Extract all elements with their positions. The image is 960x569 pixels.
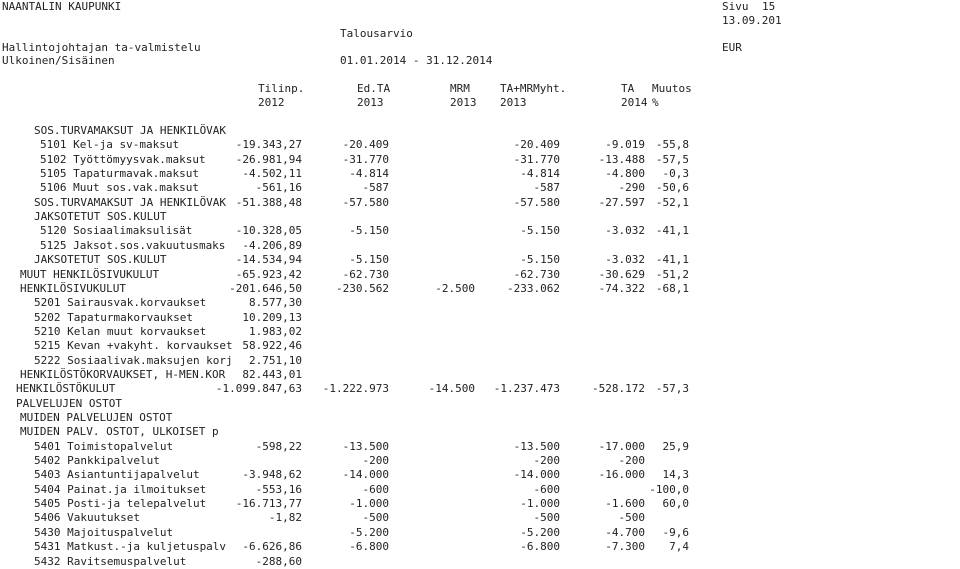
report-title: Talousarvio: [340, 27, 413, 40]
cell-tilinp: -6.626,86: [242, 540, 302, 554]
cell-tamrm: -31.770: [513, 152, 560, 166]
cell-ta: -30.629: [598, 267, 645, 281]
row-label: 5404 Painat.ja ilmoitukset: [34, 482, 207, 496]
row-label: 5406 Vakuutukset: [34, 511, 140, 525]
cell-ta: -16.000: [598, 468, 645, 482]
row-label: 5210 Kelan muut korvaukset: [34, 324, 207, 338]
row-label: 5222 Sosiaalivak.maksujen korj: [34, 353, 233, 367]
cell-tamrm: -5.150: [520, 253, 560, 267]
col-header-mrm: MRM: [450, 82, 470, 95]
cell-ta: -4.800: [605, 167, 645, 181]
cell-tilinp: -14.534,94: [235, 253, 302, 267]
cell-ta: -3.032: [605, 253, 645, 267]
cell-ta: -17.000: [598, 439, 645, 453]
cell-tilinp: -16.713,77: [235, 497, 302, 511]
cell-edta: -62.730: [342, 267, 389, 281]
cell-tamrm: -500: [533, 511, 560, 525]
cell-ta: -7.300: [605, 540, 645, 554]
cell-tilinp: -1.099.847,63: [215, 382, 302, 396]
row-label: JAKSOTETUT SOS.KULUT: [34, 253, 167, 267]
cell-muutos: 14,3: [662, 468, 689, 482]
cell-tamrm: -57.580: [513, 195, 560, 209]
row-label: 5432 Ravitsemuspalvelut: [34, 554, 187, 568]
cell-muutos: 60,0: [662, 497, 689, 511]
cell-edta: -6.800: [349, 540, 389, 554]
col-header-mrm-year: 2013: [450, 96, 477, 109]
cell-ta: -13.488: [598, 152, 645, 166]
cell-edta: -200: [362, 454, 389, 468]
cell-edta: -31.770: [342, 152, 389, 166]
cell-tilinp: -26.981,94: [235, 152, 302, 166]
report-date: 13.09.201: [722, 14, 782, 27]
cell-tilinp: -288,60: [255, 554, 302, 568]
row-label: 5431 Matkust.-ja kuljetuspalv: [34, 540, 227, 554]
row-label: MUUT HENKILÖSIVUKULUT: [20, 267, 160, 281]
cell-muutos: -57,5: [655, 152, 689, 166]
cell-tamrm: -587: [533, 181, 560, 195]
cell-tilinp: 2.751,10: [249, 353, 302, 367]
cell-tamrm: -20.409: [513, 138, 560, 152]
cell-tamrm: -1.237.473: [493, 382, 560, 396]
organization-name: NAANTALIN KAUPUNKI: [2, 0, 122, 13]
cell-tilinp: -3.948,62: [242, 468, 302, 482]
row-label: 5215 Kevan +vakyht. korvaukset: [34, 339, 233, 353]
cell-muutos: 7,4: [669, 540, 689, 554]
cell-tilinp: 82.443,01: [242, 367, 302, 381]
cell-muutos: 25,9: [662, 439, 689, 453]
row-label: MUIDEN PALVELUJEN OSTOT: [20, 411, 173, 424]
col-header-muutos: Muutos: [652, 82, 692, 95]
cell-tamrm: -5.200: [520, 525, 560, 539]
row-label: HENKILÖSTÖKORVAUKSET, H-MEN.KOR: [20, 367, 226, 381]
row-label: HENKILÖSIVUKULUT: [20, 281, 126, 295]
cell-tilinp: 10.209,13: [242, 310, 302, 324]
cell-edta: -14.000: [342, 468, 389, 482]
cell-ta: -528.172: [592, 382, 645, 396]
cell-edta: -500: [362, 511, 389, 525]
cell-ta: -1.600: [605, 497, 645, 511]
col-header-edta: Ed.TA: [357, 82, 391, 95]
cell-mrm: -2.500: [435, 281, 475, 295]
cell-muutos: -41,1: [655, 253, 689, 267]
cell-tilinp: 1.983,02: [249, 324, 302, 338]
row-label: 5401 Toimistopalvelut: [34, 439, 174, 453]
cell-ta: -500: [618, 511, 645, 525]
col-header-tilinp-year: 2012: [258, 96, 285, 109]
cell-tilinp: -65.923,42: [235, 267, 302, 281]
cell-tilinp: -4.206,89: [242, 238, 302, 252]
row-label: 5202 Tapaturmakorvaukset: [34, 310, 193, 324]
cell-tilinp: -201.646,50: [229, 281, 302, 295]
row-label: MUIDEN PALV. OSTOT, ULKOISET p: [20, 425, 219, 439]
cell-edta: -20.409: [342, 138, 389, 152]
cell-edta: -57.580: [342, 195, 389, 209]
row-label: 5405 Posti-ja telepalvelut: [34, 497, 207, 511]
row-label: 5402 Pankkipalvelut: [34, 454, 160, 468]
cell-muutos: -51,2: [655, 267, 689, 281]
col-header-ta: TA: [621, 82, 635, 95]
row-label: 5101 Kel-ja sv-maksut: [40, 138, 180, 152]
currency-label: EUR: [722, 41, 742, 54]
cell-tilinp: -598,22: [255, 439, 302, 453]
cell-ta: -9.019: [605, 138, 645, 152]
page-label: Sivu: [722, 0, 749, 13]
cell-tamrm: -600: [533, 482, 560, 496]
cell-ta: -4.700: [605, 525, 645, 539]
cell-muutos: -100,0: [649, 482, 689, 496]
cell-edta: -1.000: [349, 497, 389, 511]
cell-edta: -600: [362, 482, 389, 496]
cell-muutos: -52,1: [655, 195, 689, 209]
row-label: 5102 Työttömyysvak.maksut: [40, 152, 206, 166]
col-header-tamrm: TA+MRMyht.: [500, 82, 567, 95]
col-header-edta-year: 2013: [357, 96, 384, 109]
cell-tilinp: 8.577,30: [249, 296, 302, 310]
row-label: 5430 Majoituspalvelut: [34, 525, 174, 539]
cell-ta: -74.322: [598, 281, 645, 295]
cell-tilinp: -10.328,05: [235, 224, 302, 238]
cell-tamrm: -13.500: [513, 439, 560, 453]
cell-tilinp: -1,82: [268, 511, 302, 525]
cell-edta: -5.150: [349, 253, 389, 267]
row-label: JAKSOTETUT SOS.KULUT: [34, 210, 167, 224]
cell-edta: -1.222.973: [322, 382, 389, 396]
cell-muutos: -50,6: [655, 181, 689, 195]
row-label: 5106 Muut sos.vak.maksut: [40, 181, 199, 195]
cell-tilinp: -4.502,11: [242, 167, 302, 181]
row-label: SOS.TURVAMAKSUT JA HENKILÖVAK: [34, 124, 227, 137]
cell-edta: -230.562: [336, 281, 389, 295]
cell-tilinp: -51.388,48: [235, 195, 302, 209]
cell-tamrm: -1.000: [520, 497, 560, 511]
cell-tilinp: -19.343,27: [235, 138, 302, 152]
cell-muutos: -41,1: [655, 224, 689, 238]
cell-tamrm: -62.730: [513, 267, 560, 281]
cell-ta: -3.032: [605, 224, 645, 238]
cell-edta: -13.500: [342, 439, 389, 453]
cell-muutos: -55,8: [655, 138, 689, 152]
cell-edta: -5.150: [349, 224, 389, 238]
cell-ta: -290: [618, 181, 645, 195]
page-number: 15: [762, 0, 776, 13]
cell-mrm: -14.500: [428, 382, 475, 396]
cell-tilinp: -553,16: [255, 482, 302, 496]
col-header-muutos-unit: %: [652, 96, 659, 109]
col-header-ta-year: 2014: [621, 96, 648, 109]
cell-muutos: -9,6: [662, 525, 689, 539]
report-subtitle: Hallintojohtajan ta-valmistelu: [2, 41, 201, 54]
cell-tamrm: -14.000: [513, 468, 560, 482]
cell-tamrm: -5.150: [520, 224, 560, 238]
cell-ta: -200: [618, 454, 645, 468]
period-range: 01.01.2014 - 31.12.2014: [340, 54, 493, 67]
row-label: 5105 Tapaturmavak.maksut: [40, 167, 199, 181]
cell-tilinp: 58.922,46: [242, 339, 302, 353]
row-label: PALVELUJEN OSTOT: [16, 396, 122, 410]
row-label: 5403 Asiantuntijapalvelut: [34, 468, 200, 482]
row-label: 5125 Jaksot.sos.vakuutusmaks: [40, 238, 226, 252]
cell-ta: -27.597: [598, 195, 645, 209]
cell-muutos: -0,3: [662, 167, 689, 181]
cell-muutos: -57,3: [655, 382, 689, 396]
cell-edta: -587: [362, 181, 389, 195]
col-header-tamrm-year: 2013: [500, 96, 527, 109]
row-label: SOS.TURVAMAKSUT JA HENKILÖVAK: [34, 195, 227, 209]
col-header-tilinp: Tilinp.: [258, 82, 305, 95]
scope-label: Ulkoinen/Sisäinen: [2, 54, 115, 67]
row-label: 5120 Sosiaalimaksulisät: [40, 224, 193, 238]
cell-tamrm: -200: [533, 454, 560, 468]
cell-tamrm: -6.800: [520, 540, 560, 554]
cell-edta: -4.814: [349, 167, 389, 181]
row-label: HENKILÖSTÖKULUT: [16, 382, 116, 396]
cell-tamrm: -4.814: [520, 167, 560, 181]
cell-tilinp: -561,16: [255, 181, 302, 195]
row-label: 5201 Sairausvak.korvaukset: [34, 296, 207, 310]
cell-tamrm: -233.062: [507, 281, 560, 295]
cell-muutos: -68,1: [655, 281, 689, 295]
cell-edta: -5.200: [349, 525, 389, 539]
